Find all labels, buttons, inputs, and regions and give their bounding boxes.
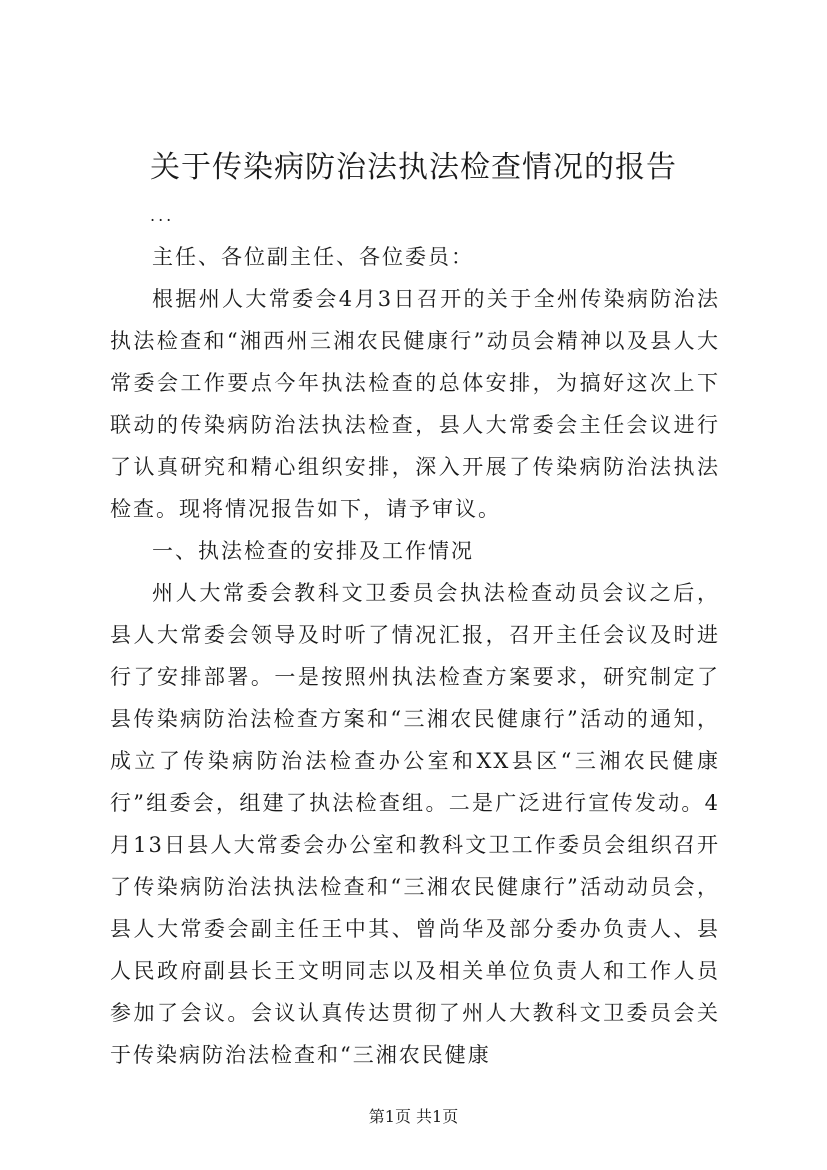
- salutation-paragraph: 主任、各位副主任、各位委员：: [152, 245, 474, 269]
- document-body: [110, 236, 720, 1076]
- document-title: 关于传染病防治法执法检查情况的报告: [150, 150, 677, 185]
- intro-paragraph: 根据州人大常委会4月3日召开的关于全州传染病防治法执法检查和“湘西州三湘农民健康行”动员会精神以及县人大常委会工作要点今年执法检查的总体安排，为搞好这次上下联动的传染病防治法执法检查，县人大常委会主任会议进行了认真研究和精心组织安排，深入开展了传染病防治法执法检查。现将情况报告如下，请予审议。: [110, 287, 720, 521]
- ellipsis-text: ...: [150, 206, 175, 225]
- section-paragraph: 州人大常委会教科文卫委员会执法检查动员会议之后，县人大常委会领导及时听了情况汇报，召开主任会议及时进行了安排部署。一是按照州执法检查方案要求，研究制定了县传染病防治法检查方案和“三湘农民健康行”活动的通知，成立了传染病防治法检查办公室和XX县区“三湘农民健康行”组委会，组建了执法检查组。二是广泛进行宣传发动。4月13日县人大常委会办公室和教科文卫工作委员会组织召开了传染病防治法执法检查和“三湘农民健康行”活动动员会，县人大常委会副主任王中其、曾尚华及部分委办负责人、县人民政府副县长王文明同志以及相关单位负责人和工作人员参加了会议。会议认真传达贯彻了州人大教科文卫委员会关于传染病防治法检查和“三湘农民健康: [110, 581, 720, 1067]
- page-footer: 第1页 共1页: [368, 1107, 459, 1126]
- section-heading: 一、执法检查的安排及工作情况: [152, 539, 474, 563]
